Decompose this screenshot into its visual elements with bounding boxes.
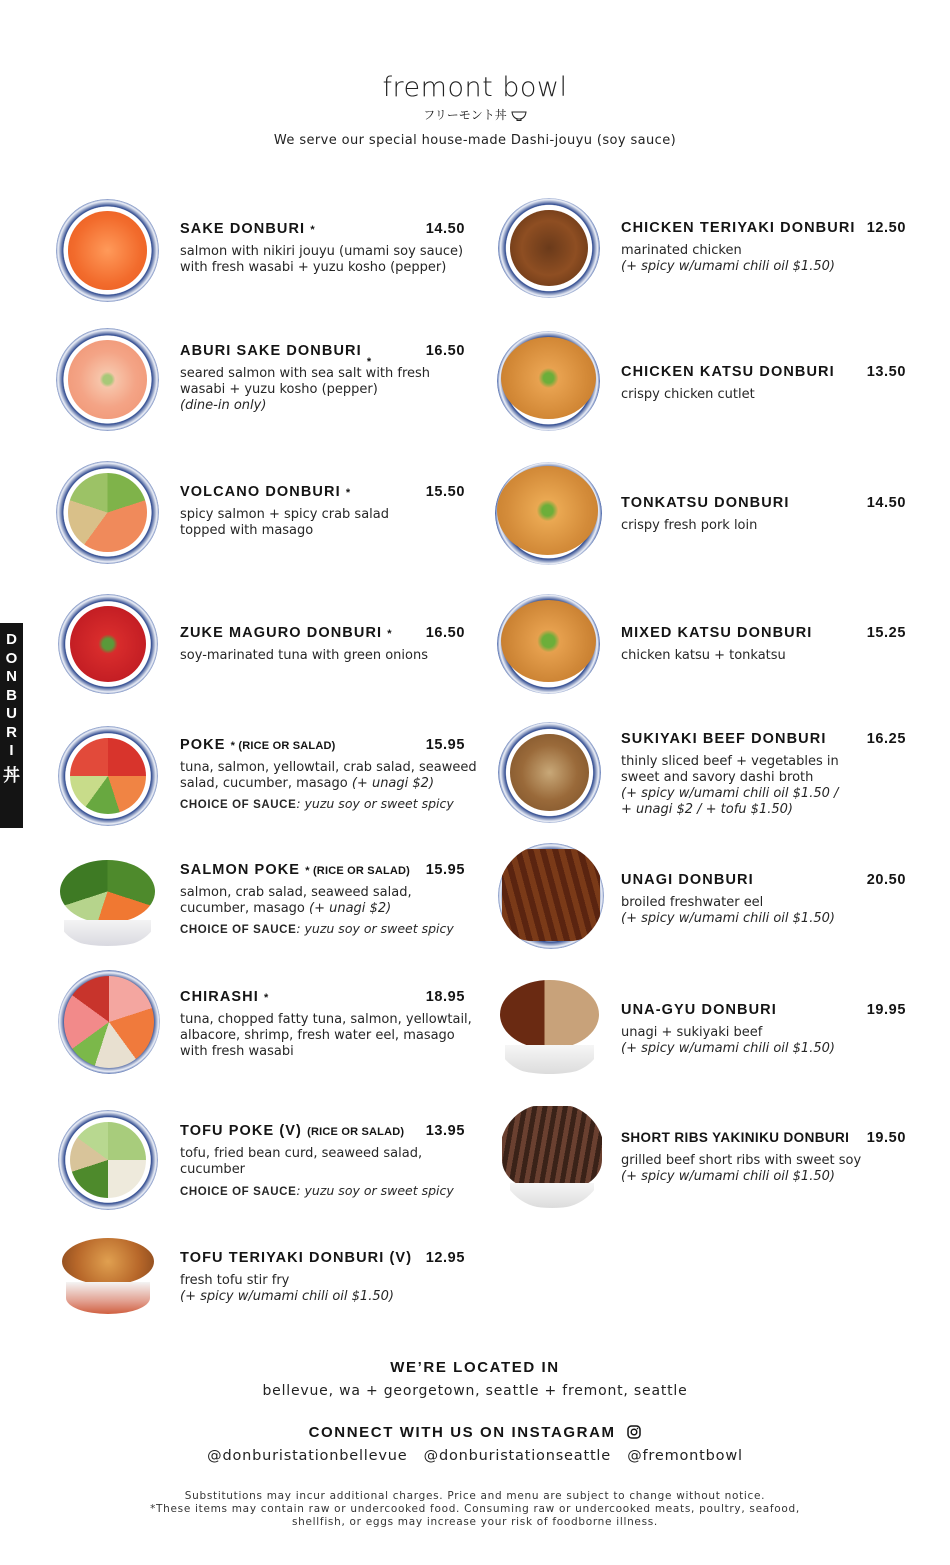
item-price: 15.50 [425,484,465,500]
section-tab-donburi [0,623,23,828]
dish-photo [498,843,604,949]
item-price: 18.95 [425,989,465,1005]
item-price: 15.25 [866,625,906,641]
item-price: 14.50 [866,495,906,511]
dish-photo [495,462,602,565]
item-name: TONKATSU DONBURI [621,495,790,511]
item-name: VOLCANO DONBURI * [180,484,351,500]
item-description: salmon with nikiri jouyu (umami soy sauce) with fresh wasabi + yuzu kosho (pepper) [180,244,464,275]
item-description: broiled freshwater eel (+ spicy w/umami chili oil $1.50) [621,895,835,926]
dish-photo [56,858,159,946]
instagram-handles[interactable]: @donburistationbellevue @donburistationseattle @fremontbowl [207,1448,743,1464]
item-price: 16.25 [866,731,906,747]
dish-photo [58,970,160,1074]
item-price: 12.50 [866,220,906,236]
item-price: 13.95 [425,1123,465,1139]
item-description: tuna, chopped fatty tuna, salmon, yellowtail, albacore, shrimp, fresh water eel, masago with fresh wasabi [180,1012,472,1059]
brand-japanese [423,106,527,123]
item-description: fresh tofu stir fry (+ spicy w/umami chili oil $1.50) [180,1273,394,1304]
item-name: SHORT RIBS YAKINIKU DONBURI [621,1130,850,1145]
locations-heading: WE’RE LOCATED IN [390,1359,560,1376]
brand-japanese-text: フリーモント丼 [423,108,507,122]
item-description: unagi + sukiyaki beef (+ spicy w/umami chili oil $1.50) [621,1025,835,1056]
tab-letter: U [6,705,17,722]
dish-photo [58,726,158,826]
item-description: tuna, salmon, yellowtail, crab salad, seaweed salad, cucumber, masago (+ unagi $2) CHOICE OF SAUCE: yuzu soy or sweet spicy [180,760,477,811]
item-name: ZUKE MAGURO DONBURI * [180,625,392,641]
item-name: SAKE DONBURI * [180,221,315,237]
item-name: ABURI SAKE DONBURI $_*$ [180,343,372,368]
item-price: 14.50 [425,221,465,237]
fine-print-line: shellfish, or eggs may increase your risk of foodborne illness. [292,1516,658,1528]
tab-letter: I [9,742,14,759]
item-name: TOFU POKE (V) (RICE OR SALAD) [180,1123,405,1139]
dish-photo [498,722,601,823]
fine-print [0,1490,950,1529]
dish-photo [498,198,600,298]
item-name: CHICKEN TERIYAKI DONBURI [621,220,856,236]
item-name: SUKIYAKI BEEF DONBURI [621,731,827,747]
dish-photo [497,331,600,431]
dish-photo [56,461,159,564]
item-name: CHICKEN KATSU DONBURI [621,364,835,380]
tab-letter: B [6,686,17,704]
item-description: soy-marinated tuna with green onions [180,648,428,663]
item-description: seared salmon with sea salt with fresh wasabi + yuzu kosho (pepper) (dine-in only) [180,366,431,413]
fine-print-line: Substitutions may incur additional charges. Price and menu are subject to change without notice. [184,1490,766,1502]
dish-photo [497,594,600,694]
item-description: spicy salmon + spicy crab salad topped with masago [180,507,389,538]
dish-photo [58,1110,158,1210]
dish-photo [56,328,159,431]
tab-letter: D [6,631,17,648]
instagram-heading [0,1424,950,1441]
item-name: UNAGI DONBURI [621,872,754,888]
tab-letter: 丼 [3,765,20,785]
dish-photo [58,594,158,694]
item-description: marinated chicken (+ spicy w/umami chili oil $1.50) [621,243,835,274]
item-description: grilled beef short ribs with sweet soy (+ spicy w/umami chili oil $1.50) [621,1153,862,1184]
menu-header [0,72,950,148]
tab-letter: O [5,649,18,667]
instagram-icon [627,1425,641,1439]
item-price: 15.95 [425,737,465,753]
item-name: UNA-GYU DONBURI [621,1002,777,1018]
tagline: We serve our special house-made Dashi-jouyu (soy sauce) [273,133,677,148]
tab-letter: R [6,723,17,741]
item-price: 15.95 [425,862,465,878]
item-price: 13.50 [866,364,906,380]
item-name: MIXED KATSU DONBURI [621,625,813,641]
item-price: 12.95 [425,1250,465,1266]
item-price: 19.50 [866,1130,906,1146]
item-price: 16.50 [425,343,465,359]
dish-photo [500,1104,604,1208]
item-description: crispy fresh pork loin [621,518,758,533]
dish-photo [58,1238,158,1314]
item-name: POKE * (RICE OR SALAD) [180,737,336,753]
brand-name: fremont bowl [382,72,568,103]
item-name: SALMON POKE * (RICE OR SALAD) [180,862,411,878]
fine-print-line: *These items may contain raw or undercooked food. Consuming raw or undercooked meats, poultry, seafood, [150,1503,800,1515]
locations-list: bellevue, wa + georgetown, seattle + fremont, seattle [262,1383,688,1399]
item-description: chicken katsu + tonkatsu [621,648,786,663]
instagram-heading-text: CONNECT WITH US ON INSTAGRAM [308,1424,616,1441]
item-price: 19.95 [866,1002,906,1018]
item-description: tofu, fried bean curd, seaweed salad, cucumber CHOICE OF SAUCE: yuzu soy or sweet spicy [180,1146,454,1198]
item-price: 20.50 [866,872,906,888]
dish-photo [496,978,603,1074]
item-description: salmon, crab salad, seaweed salad, cucumber, masago (+ unagi $2) CHOICE OF SAUCE: yuzu soy or sweet spicy [180,885,454,936]
item-description: crispy chicken cutlet [621,387,755,402]
item-price: 16.50 [425,625,465,641]
item-name: TOFU TERIYAKI DONBURI (V) [180,1250,413,1266]
tab-letter: N [6,668,17,685]
item-name: CHIRASHI * [180,989,269,1005]
bowl-icon [511,109,527,121]
item-description: thinly sliced beef + vegetables in sweet and savory dashi broth (+ spicy w/umami chili oil $1.50 / + unagi $2 / + tofu $1.50) [621,754,839,817]
dish-photo [56,199,159,302]
